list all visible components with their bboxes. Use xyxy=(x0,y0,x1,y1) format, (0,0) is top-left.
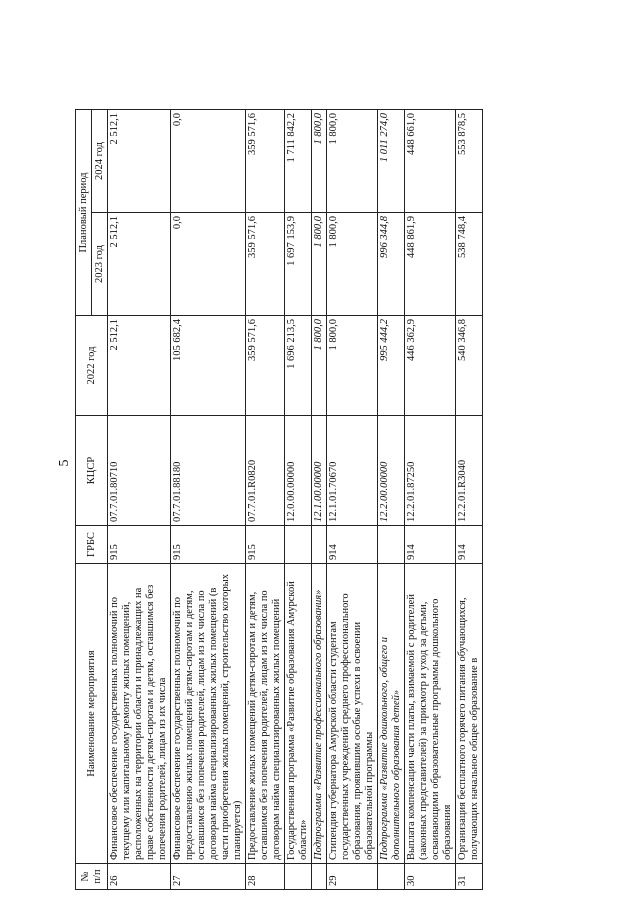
table-row xyxy=(246,110,285,890)
header-2022: 2022 год xyxy=(76,316,108,416)
header-kcsr: КЦСР xyxy=(76,416,108,526)
row-2024: 448 661,0 xyxy=(405,110,456,213)
budget-table xyxy=(75,109,483,890)
row-grbs: 915 xyxy=(246,526,285,564)
row-2024: 359 571,6 xyxy=(246,110,285,213)
header-grbs: ГРБС xyxy=(76,526,108,564)
row-grbs: 914 xyxy=(327,526,378,564)
row-2022: 540 346,8 xyxy=(456,316,483,416)
header-planned: Плановый период xyxy=(76,110,92,316)
row-kcsr: 12.0.00.00000 xyxy=(285,416,312,526)
table-row-subprogram xyxy=(312,110,327,890)
row-name: Подпрограмма «Развитие профессионального образования» xyxy=(312,564,327,864)
row-num: 30 xyxy=(405,864,456,890)
row-2022: 446 362,9 xyxy=(405,316,456,416)
row-name: Финансовое обеспечение государственных полномочий по предоставлению жилых помещений детям-сиротам и детям, оставшимся без попечения родителей, лицам из их числа по договорам найма специализированных жилых помещений (в части приобретения жилых помещений, строительство которых планируется) xyxy=(171,564,246,864)
row-num: 26 xyxy=(108,864,171,890)
row-2024: 1 011 274,0 xyxy=(378,110,405,213)
row-2023: 448 861,9 xyxy=(405,213,456,316)
row-num xyxy=(378,864,405,890)
row-grbs xyxy=(378,526,405,564)
header-2023: 2023 год xyxy=(92,213,108,316)
row-2022: 995 444,2 xyxy=(378,316,405,416)
row-kcsr: 12.2.00.00000 xyxy=(378,416,405,526)
row-2024: 1 711 842,2 xyxy=(285,110,312,213)
rotated-page xyxy=(75,110,575,890)
row-2023: 1 800,0 xyxy=(327,213,378,316)
row-2022: 359 571,6 xyxy=(246,316,285,416)
row-2022: 2 512,1 xyxy=(108,316,171,416)
row-grbs: 915 xyxy=(108,526,171,564)
row-2024: 2 512,1 xyxy=(108,110,171,213)
page-number: 5 xyxy=(57,459,72,467)
row-grbs xyxy=(285,526,312,564)
row-2022: 1 800,0 xyxy=(312,316,327,416)
row-name: Предоставление жилых помещений детям-сиротам и детям, оставшимся без попечения родителей, лицам из их числа по договорам найма специализированных жилых помещений xyxy=(246,564,285,864)
row-name: Финансовое обеспечение государственных полномочий по текущему или капитальному ремонту жилых помещений, расположенных на территории области и принадлежащих на праве собственности детям-сиротам и детям, оставшимся без попечения родителей, лицам из их числа xyxy=(108,564,171,864)
row-num xyxy=(312,864,327,890)
row-grbs xyxy=(312,526,327,564)
row-num xyxy=(285,864,312,890)
header-num: № п/п xyxy=(76,864,108,890)
row-kcsr: 12.2.01.R3040 xyxy=(456,416,483,526)
row-kcsr: 07.7.01.R0820 xyxy=(246,416,285,526)
row-kcsr: 12.1.01.70670 xyxy=(327,416,378,526)
row-grbs: 914 xyxy=(405,526,456,564)
table-row xyxy=(327,110,378,890)
row-2024: 553 878,5 xyxy=(456,110,483,213)
row-grbs: 914 xyxy=(456,526,483,564)
row-2023: 359 571,6 xyxy=(246,213,285,316)
table-row-program xyxy=(285,110,312,890)
row-kcsr: 12.1.00.00000 xyxy=(312,416,327,526)
table-row xyxy=(456,110,483,890)
table-row xyxy=(171,110,246,890)
row-2022: 1 800,0 xyxy=(327,316,378,416)
row-2023: 1 800,0 xyxy=(312,213,327,316)
table-row-subprogram xyxy=(378,110,405,890)
row-2024: 0,0 xyxy=(171,110,246,213)
row-kcsr: 07.7.01.80710 xyxy=(108,416,171,526)
row-2024: 1 800,0 xyxy=(327,110,378,213)
row-name: Подпрограмма «Развитие дошкольного, общего и дополнительного образования детей» xyxy=(378,564,405,864)
row-2023: 1 697 153,9 xyxy=(285,213,312,316)
row-2023: 996 344,8 xyxy=(378,213,405,316)
header-2024: 2024 год xyxy=(92,110,108,213)
row-2022: 105 682,4 xyxy=(171,316,246,416)
row-name: Организация бесплатного горячего питания обучающихся, получающих начальное общее образование в xyxy=(456,564,483,864)
row-num: 31 xyxy=(456,864,483,890)
row-2022: 1 696 213,5 xyxy=(285,316,312,416)
row-2024: 1 800,0 xyxy=(312,110,327,213)
row-num: 27 xyxy=(171,864,246,890)
row-2023: 538 748,4 xyxy=(456,213,483,316)
row-kcsr: 07.7.01.88180 xyxy=(171,416,246,526)
row-name: Выплата компенсации части платы, взимаемой с родителей (законных представителей) за присмотр и уход за детьми, осваивающими образовательные программы дошкольного образования xyxy=(405,564,456,864)
table-row xyxy=(405,110,456,890)
row-name: Стипендия губернатора Амурской области студентам государственных учреждений среднего профессионального образования, проявившим особые успехи в освоении образовательной программы xyxy=(327,564,378,864)
table-row xyxy=(108,110,171,890)
row-2023: 0,0 xyxy=(171,213,246,316)
row-num: 29 xyxy=(327,864,378,890)
row-2023: 2 512,1 xyxy=(108,213,171,316)
row-name: Государственная программа «Развитие образования Амурской области» xyxy=(285,564,312,864)
header-name: Наименование мероприятия xyxy=(76,564,108,864)
row-grbs: 915 xyxy=(171,526,246,564)
row-kcsr: 12.2.01.87250 xyxy=(405,416,456,526)
row-num: 28 xyxy=(246,864,285,890)
